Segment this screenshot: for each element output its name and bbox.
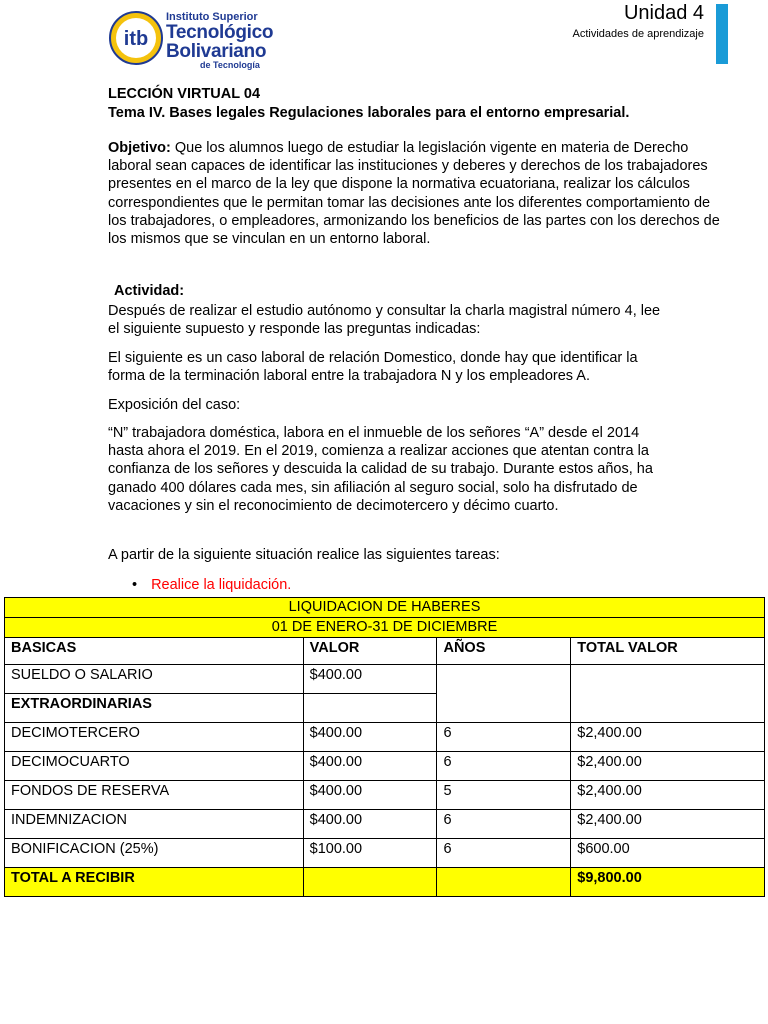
institute-logo bbox=[108, 10, 274, 70]
table-row bbox=[5, 839, 765, 868]
objective-label: Objetivo: bbox=[108, 140, 171, 156]
table-row bbox=[5, 665, 765, 694]
row-label: BONIFICACION (25%) bbox=[5, 839, 304, 868]
salary-value: $400.00 bbox=[303, 665, 437, 694]
table-title-row bbox=[5, 598, 765, 618]
row-total: $600.00 bbox=[571, 839, 765, 868]
case-narrative: “N” trabajadora doméstica, labora en el inmueble de los señores “A” desde el 2014 hasta ahora el 2019. En el 2019, comienza a realizar acciones que atentan contra la confianza de los señores y descuida la calidad de su trabajo. Durante estos años, ha ganado 400 dólares cada mes, sin afiliación al seguro social, solo ha disfrutado de vacaciones y sin el reconocimiento de decimotercero y décimo cuarto. bbox=[108, 425, 653, 514]
empty-cell bbox=[303, 868, 437, 897]
row-anios: 5 bbox=[437, 781, 571, 810]
logo-line-1: Instituto Superior bbox=[166, 11, 258, 23]
logo-wordmark bbox=[166, 10, 273, 70]
row-label: DECIMOTERCERO bbox=[5, 723, 304, 752]
header-total-valor: TOTAL VALOR bbox=[571, 638, 765, 665]
row-total: $2,400.00 bbox=[571, 723, 765, 752]
table-header-row bbox=[5, 638, 765, 665]
total-label: TOTAL A RECIBIR bbox=[5, 868, 304, 897]
logo-line-3: Bolivariano bbox=[166, 41, 267, 62]
activity-text: Después de realizar el estudio autónomo y consultar la charla magistral número 4, lee el siguiente supuesto y responde las preguntas indicadas: bbox=[108, 303, 661, 338]
unit-subtitle: Actividades de aprendizaje bbox=[572, 28, 704, 40]
lesson-topic: Tema IV. Bases legales Regulaciones laborales para el entorno empresarial. bbox=[108, 105, 630, 121]
logo-mark-text: itb bbox=[123, 28, 149, 50]
empty-cell bbox=[437, 868, 571, 897]
activity-heading: Actividad: bbox=[114, 283, 185, 299]
row-anios: 6 bbox=[437, 810, 571, 839]
bullet-icon: • bbox=[132, 577, 138, 593]
row-total: $2,400.00 bbox=[571, 752, 765, 781]
table-row bbox=[5, 723, 765, 752]
header-anios: AÑOS bbox=[437, 638, 571, 665]
header-valor: VALOR bbox=[303, 638, 437, 665]
task-bullet-text: Realice la liquidación. bbox=[151, 577, 292, 593]
tasks-intro: A partir de la siguiente situación realice las siguientes tareas: bbox=[108, 547, 500, 563]
total-value: $9,800.00 bbox=[571, 868, 765, 897]
row-label: INDEMNIZACION bbox=[5, 810, 304, 839]
row-total: $2,400.00 bbox=[571, 781, 765, 810]
row-total: $2,400.00 bbox=[571, 810, 765, 839]
header-basicas: BASICAS bbox=[5, 638, 304, 665]
logo-line-4: de Tecnología bbox=[200, 60, 260, 70]
accent-bar bbox=[716, 4, 728, 64]
salary-label: SUELDO O SALARIO bbox=[5, 665, 304, 694]
task-bullet bbox=[132, 577, 291, 593]
row-label: FONDOS DE RESERVA bbox=[5, 781, 304, 810]
table-row bbox=[5, 781, 765, 810]
table-period: 01 DE ENERO-31 DE DICIEMBRE bbox=[5, 618, 765, 638]
table-row bbox=[5, 752, 765, 781]
table-period-row bbox=[5, 618, 765, 638]
extraordinary-label: EXTRAORDINARIAS bbox=[5, 694, 304, 723]
row-valor: $400.00 bbox=[303, 723, 437, 752]
row-anios: 6 bbox=[437, 752, 571, 781]
empty-cell bbox=[303, 694, 437, 723]
row-valor: $400.00 bbox=[303, 781, 437, 810]
row-label: DECIMOCUARTO bbox=[5, 752, 304, 781]
row-anios: 6 bbox=[437, 839, 571, 868]
table-row bbox=[5, 810, 765, 839]
exposition-label: Exposición del caso: bbox=[108, 397, 241, 413]
objective-text: Que los alumnos luego de estudiar la legislación vigente en materia de Derecho laboral sean capaces de identificar las instituciones y deberes y derechos de los trabajadores presentes en el marco de la ley que dispone la normativa ecuatoriana, realizar los cálculos correspondientes que le permitan tomar las decisiones ante los diferentes comportamiento de los trabajadores, o empleadores, armonizando los beneficios de las partes con los derechos de los mismos que se vinculan en un entorno laboral. bbox=[108, 140, 720, 248]
unit-title: Unidad 4 bbox=[623, 2, 704, 24]
row-valor: $100.00 bbox=[303, 839, 437, 868]
row-valor: $400.00 bbox=[303, 810, 437, 839]
empty-cell bbox=[437, 665, 571, 723]
logo-line-2: Tecnológico bbox=[166, 22, 274, 43]
objective-paragraph bbox=[108, 139, 724, 248]
case-text: El siguiente es un caso laboral de relación Domestico, donde hay que identificar la forma de la terminación laboral entre la trabajadora N y los empleadores A. bbox=[108, 350, 638, 385]
empty-cell bbox=[571, 665, 765, 723]
itb-logo-icon bbox=[108, 10, 164, 66]
row-anios: 6 bbox=[437, 723, 571, 752]
row-valor: $400.00 bbox=[303, 752, 437, 781]
total-row bbox=[5, 868, 765, 897]
lesson-title: LECCIÓN VIRTUAL 04 bbox=[108, 86, 261, 102]
liquidation-table bbox=[4, 597, 765, 897]
table-title: LIQUIDACION DE HABERES bbox=[5, 598, 765, 618]
